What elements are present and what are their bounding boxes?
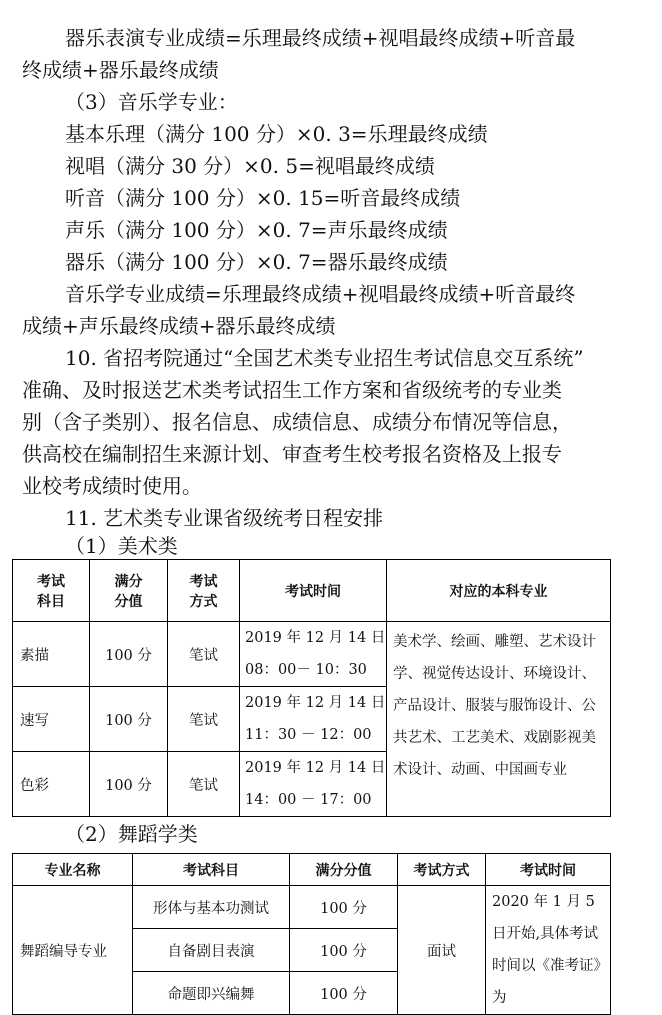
- score-cell: 100 分: [90, 752, 168, 817]
- dance-schedule-table: [12, 853, 611, 1015]
- full-score-cell: 100 分: [290, 929, 398, 972]
- time-cell: 2019 年 12 月 14 日 14：00 － 17：00: [240, 752, 387, 817]
- fine-arts-header-row: [13, 560, 611, 622]
- sight-singing-formula: 视唱（满分 30 分）×0. 5=视唱最终成绩: [65, 154, 435, 178]
- dance-heading: （2）舞蹈学类: [65, 822, 198, 846]
- score-cell: 100 分: [90, 687, 168, 752]
- method-cell: 笔试: [168, 687, 240, 752]
- header-method: 考试 方式: [168, 560, 240, 622]
- time-cell: 2019 年 12 月 14 日 08：00－ 10：30: [240, 622, 387, 687]
- header-time: 考试时间: [240, 560, 387, 622]
- header-subject: 考试 科目: [13, 560, 90, 622]
- instrument-formula: 器乐（满分 100 分）×0. 7=器乐最终成绩: [65, 250, 448, 274]
- subject-cell: 色彩: [13, 752, 90, 817]
- header-score: 满分 分值: [90, 560, 168, 622]
- method-cell: 笔试: [168, 752, 240, 817]
- full-score-cell: 100 分: [290, 972, 398, 1015]
- item-10-line-2: 准确、及时报送艺术类考试招生工作方案和省级统考的专业类: [22, 378, 562, 402]
- header-exam-method: 考试方式: [398, 854, 486, 886]
- instrumental-formula-line-2: 终成绩+器乐最终成绩: [22, 58, 219, 82]
- exam-method-cell: 面试: [398, 886, 486, 1015]
- exam-subject-cell: 命题即兴编舞: [133, 972, 290, 1015]
- header-exam-time: 考试时间: [486, 854, 611, 886]
- fine-arts-heading: （1）美术类: [65, 534, 178, 558]
- header-major-name: 专业名称: [13, 854, 133, 886]
- musicology-heading: （3）音乐学专业：: [65, 90, 238, 114]
- majors-cell: 美术学、绘画、雕塑、艺术设计学、视觉传达设计、环境设计、产品设计、服装与服饰设计、公共艺术、工艺美术、戏剧影视美术设计、动画、中国画专业: [387, 622, 611, 817]
- table-row: [13, 622, 611, 687]
- item-10-line-4: 供高校在编制招生来源计划、审查考生校考报名资格及上报专: [22, 442, 562, 466]
- musicology-formula-line-1: 音乐学专业成绩=乐理最终成绩+视唱最终成绩+听音最终: [65, 282, 576, 306]
- method-cell: 笔试: [168, 622, 240, 687]
- table-row: [13, 886, 611, 929]
- exam-subject-cell: 自备剧目表演: [133, 929, 290, 972]
- item-10-line-3: 别（含子类别）、报名信息、成绩信息、成绩分布情况等信息，: [22, 410, 572, 434]
- item-10-line-5: 业校考成绩时使用。: [22, 474, 202, 498]
- item-11-heading: 11. 艺术类专业课省级统考日程安排: [65, 506, 384, 530]
- header-exam-subject: 考试科目: [133, 854, 290, 886]
- ear-training-formula: 听音（满分 100 分）×0. 15=听音最终成绩: [65, 186, 461, 210]
- fine-arts-schedule-table: [12, 559, 611, 817]
- vocal-formula: 声乐（满分 100 分）×0. 7=声乐最终成绩: [65, 218, 448, 242]
- musicology-formula-line-2: 成绩+声乐最终成绩+器乐最终成绩: [22, 314, 336, 338]
- exam-subject-cell: 形体与基本功测试: [133, 886, 290, 929]
- header-majors: 对应的本科专业: [387, 560, 611, 622]
- subject-cell: 素描: [13, 622, 90, 687]
- full-score-cell: 100 分: [290, 886, 398, 929]
- header-full-score: 满分分值: [290, 854, 398, 886]
- basic-theory-formula: 基本乐理（满分 100 分）×0. 3=乐理最终成绩: [65, 122, 488, 146]
- exam-time-cell: 2020 年 1 月 5 日开始,具体考试时间以《准考证》为: [486, 886, 611, 1015]
- score-cell: 100 分: [90, 622, 168, 687]
- subject-cell: 速写: [13, 687, 90, 752]
- item-10-line-1: 10. 省招考院通过“全国艺术类专业招生考试信息交互系统”: [65, 346, 584, 370]
- dance-header-row: [13, 854, 611, 886]
- major-name-cell: 舞蹈编导专业: [13, 886, 133, 1015]
- time-cell: 2019 年 12 月 14 日 11：30 － 12：00: [240, 687, 387, 752]
- instrumental-formula-line-1: 器乐表演专业成绩=乐理最终成绩+视唱最终成绩+听音最: [65, 26, 576, 50]
